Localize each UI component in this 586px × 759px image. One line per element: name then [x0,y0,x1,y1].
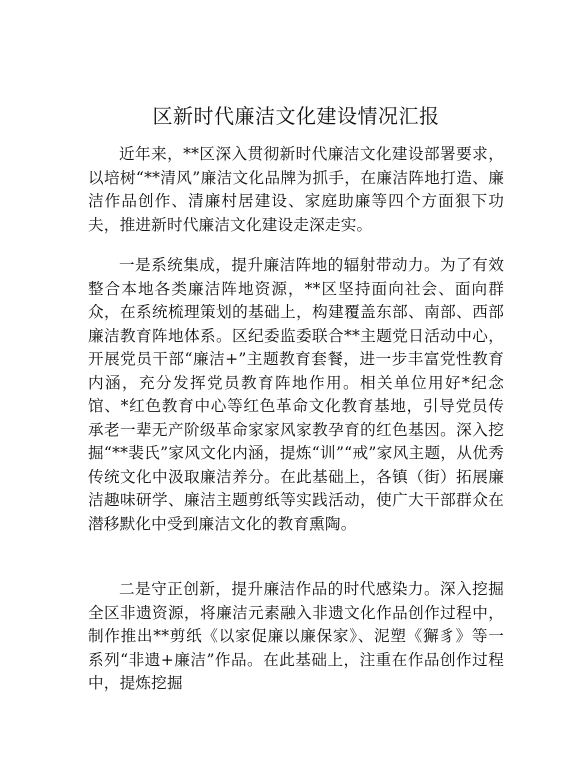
paragraph-section-two: 二是守正创新，提升廉洁作品的时代感染力。深入挖掘全区非遗资源，将廉洁元素融入非遗文化作品创作过程中，制作推出**剪纸《以家促廉以廉保家》、泥塑《獬豸》等一系列“非遗+廉洁”作品。在此基础上，注重在作品创作过程中，提炼挖掘 [88,580,504,692]
paragraph-section-one: 一是系统集成，提升廉洁阵地的辐射带动力。为了有效整合本地各类廉洁阵地资源，**区坚持面向社会、面向群众，在系统梳理策划的基础上，构建覆盖东部、南部、西部廉洁教育阵地体系。区纪委监委联合**主题党日活动中心，开展党员干部“廉洁+”主题教育套餐，进一步丰富党性教育内涵，充分发挥党员教育阵地作用。相关单位用好*纪念馆、*红色教育中心等红色革命文化教育基地，引导党员传承老一辈无产阶级革命家家风家教孕育的红色基因。深入挖掘“**裴氏”家风文化内涵，提炼“训”“戒”家风主题，从优秀传统文化中汲取廉洁养分。在此基础上，各镇（街）拓展廉洁趣味研学、廉洁主题剪纸等实践活动，使广大干部群众在潜移默化中受到廉洁文化的教育熏陶。 [88,256,504,533]
document-title: 区新时代廉洁文化建设情况汇报 [152,104,440,128]
paragraph-intro: 近年来，**区深入贯彻新时代廉洁文化建设部署要求，以培树“**清风”廉洁文化品牌为抓手，在廉洁阵地打造、廉洁作品创作、清廉村居建设、家庭助廉等四个方面狠下功夫，推进新时代廉洁文化建设走深走实。 [88,145,504,234]
